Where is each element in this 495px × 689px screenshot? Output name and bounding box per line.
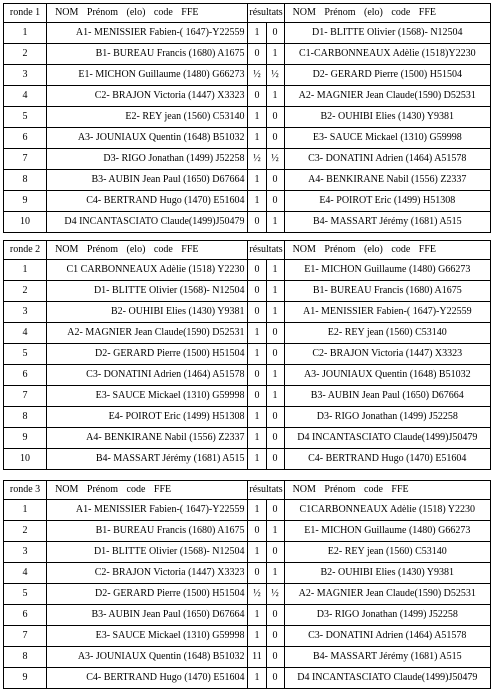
result-black: 1 <box>266 281 284 302</box>
board-number: 7 <box>4 626 47 647</box>
player-black: A2- MAGNIER Jean Claude(1590) D52531 <box>284 584 490 605</box>
player-white: E4- POIROT Eric (1499) H51308 <box>47 407 248 428</box>
table-row <box>4 23 491 44</box>
header-row <box>4 481 491 500</box>
player-white: A1- MENISSIER Fabien-( 1647)-Y22559 <box>47 23 248 44</box>
board-number: 3 <box>4 542 47 563</box>
player-black: D4 INCANTASCIATO Claude(1499)J50479 <box>284 428 490 449</box>
player-white: B2- OUHIBI Elies (1430) Y9381 <box>47 302 248 323</box>
result-white: 1 <box>248 626 266 647</box>
result-black: 0 <box>266 344 284 365</box>
table-row <box>4 107 491 128</box>
table-row <box>4 428 491 449</box>
board-number: 8 <box>4 407 47 428</box>
result-white: 1 <box>248 449 266 470</box>
table-row <box>4 302 491 323</box>
result-white: 1 <box>248 605 266 626</box>
result-black: 0 <box>266 542 284 563</box>
player-white: A1- MENISSIER Fabien-( 1647)-Y22559 <box>47 500 248 521</box>
player-black: A4- BENKIRANE Nabil (1556) Z2337 <box>284 170 490 191</box>
table-row <box>4 407 491 428</box>
player-black: D4 INCANTASCIATO Claude(1499)J50479 <box>284 668 490 689</box>
player-white: A3- JOUNIAUX Quentin (1648) B51032 <box>47 647 248 668</box>
player-white: D2- GERARD Pierre (1500) H51504 <box>47 584 248 605</box>
board-number: 9 <box>4 191 47 212</box>
round-label: ronde 1 <box>4 4 47 23</box>
player-black: D3- RIGO Jonathan (1499) J52258 <box>284 407 490 428</box>
result-black: 0 <box>266 626 284 647</box>
result-black: 0 <box>266 323 284 344</box>
result-white: 1 <box>248 344 266 365</box>
result-black: 1 <box>266 44 284 65</box>
result-black: 0 <box>266 23 284 44</box>
board-number: 5 <box>4 584 47 605</box>
board-number: 10 <box>4 212 47 233</box>
player-white: B3- AUBIN Jean Paul (1650) D67664 <box>47 605 248 626</box>
player-white: B1- BUREAU Francis (1680) A1675 <box>47 44 248 65</box>
table-row <box>4 647 491 668</box>
table-row <box>4 449 491 470</box>
result-black: 1 <box>266 386 284 407</box>
header-player-right: NOM Prénom (elo) code FFE <box>284 4 490 23</box>
result-white: ½ <box>248 65 266 86</box>
header-player-left: NOM Prénom (elo) code FFE <box>47 4 248 23</box>
result-black: 0 <box>266 407 284 428</box>
table-row <box>4 281 491 302</box>
result-white: 1 <box>248 128 266 149</box>
board-number: 7 <box>4 149 47 170</box>
table-row <box>4 212 491 233</box>
player-black: C2- BRAJON Victoria (1447) X3323 <box>284 344 490 365</box>
header-player-right: NOM Prénom code FFE <box>284 481 490 500</box>
player-white: D1- BLITTE Olivier (1568)- N12504 <box>47 542 248 563</box>
result-black: 0 <box>266 128 284 149</box>
result-white: 1 <box>248 407 266 428</box>
header-results: résultats <box>248 241 284 260</box>
result-white: 1 <box>248 170 266 191</box>
player-black: E3- SAUCE Mickael (1310) G59998 <box>284 128 490 149</box>
result-black: 1 <box>266 521 284 542</box>
board-number: 10 <box>4 449 47 470</box>
round-label: ronde 3 <box>4 481 47 500</box>
table-row <box>4 365 491 386</box>
board-number: 1 <box>4 500 47 521</box>
board-number: 1 <box>4 260 47 281</box>
player-black: B4- MASSART Jérémy (1681) A515 <box>284 647 490 668</box>
board-number: 5 <box>4 344 47 365</box>
player-black: C3- DONATINI Adrien (1464) A51578 <box>284 626 490 647</box>
result-black: 1 <box>266 302 284 323</box>
table-row <box>4 542 491 563</box>
player-black: C4- BERTRAND Hugo (1470) E51604 <box>284 449 490 470</box>
board-number: 9 <box>4 668 47 689</box>
table-row <box>4 149 491 170</box>
round-3-table <box>3 480 491 689</box>
header-row <box>4 241 491 260</box>
player-white: B1- BUREAU Francis (1680) A1675 <box>47 521 248 542</box>
pairings-table <box>3 480 491 689</box>
header-results: résultats <box>248 4 284 23</box>
result-black: 0 <box>266 647 284 668</box>
board-number: 8 <box>4 170 47 191</box>
player-black: E4- POIROT Eric (1499) H51308 <box>284 191 490 212</box>
board-number: 3 <box>4 302 47 323</box>
result-black: ½ <box>266 149 284 170</box>
table-row <box>4 191 491 212</box>
result-white: 0 <box>248 44 266 65</box>
result-black: 0 <box>266 191 284 212</box>
board-number: 2 <box>4 281 47 302</box>
table-row <box>4 584 491 605</box>
result-white: 1 <box>248 107 266 128</box>
board-number: 6 <box>4 605 47 626</box>
player-white: D3- RIGO Jonathan (1499) J52258 <box>47 149 248 170</box>
result-black: ½ <box>266 65 284 86</box>
result-white: 0 <box>248 386 266 407</box>
player-black: D3- RIGO Jonathan (1499) J52258 <box>284 605 490 626</box>
pairings-table <box>3 240 491 470</box>
player-white: E3- SAUCE Mickael (1310) G59998 <box>47 626 248 647</box>
header-results: résultats <box>248 481 284 500</box>
player-black: E1- MICHON Guillaume (1480) G66273 <box>284 260 490 281</box>
table-row <box>4 626 491 647</box>
player-black: D1- BLITTE Olivier (1568)- N12504 <box>284 23 490 44</box>
result-black: 0 <box>266 668 284 689</box>
result-white: 1 <box>248 542 266 563</box>
result-black: 0 <box>266 170 284 191</box>
result-white: 1 <box>248 191 266 212</box>
result-white: 0 <box>248 281 266 302</box>
table-row <box>4 170 491 191</box>
table-row <box>4 128 491 149</box>
result-white: 0 <box>248 521 266 542</box>
result-white: 1 <box>248 500 266 521</box>
player-white: B4- MASSART Jérémy (1681) A515 <box>47 449 248 470</box>
table-row <box>4 521 491 542</box>
result-black: 1 <box>266 260 284 281</box>
result-black: 0 <box>266 500 284 521</box>
board-number: 3 <box>4 65 47 86</box>
table-row <box>4 668 491 689</box>
result-white: 0 <box>248 365 266 386</box>
player-black: D2- GERARD Pierre (1500) H51504 <box>284 65 490 86</box>
player-white: E3- SAUCE Mickael (1310) G59998 <box>47 386 248 407</box>
result-white: ½ <box>248 149 266 170</box>
player-black: A1- MENISSIER Fabien-( 1647)-Y22559 <box>284 302 490 323</box>
header-row <box>4 4 491 23</box>
player-white: C3- DONATINI Adrien (1464) A51578 <box>47 365 248 386</box>
player-white: E2- REY jean (1560) C53140 <box>47 107 248 128</box>
player-white: C4- BERTRAND Hugo (1470) E51604 <box>47 191 248 212</box>
board-number: 4 <box>4 86 47 107</box>
result-white: 1 <box>248 428 266 449</box>
result-white: 0 <box>248 260 266 281</box>
result-black: 0 <box>266 605 284 626</box>
board-number: 6 <box>4 365 47 386</box>
table-row <box>4 344 491 365</box>
board-number: 2 <box>4 521 47 542</box>
player-black: A3- JOUNIAUX Quentin (1648) B51032 <box>284 365 490 386</box>
table-row <box>4 500 491 521</box>
player-black: B3- AUBIN Jean Paul (1650) D67664 <box>284 386 490 407</box>
result-black: 1 <box>266 86 284 107</box>
player-white: A4- BENKIRANE Nabil (1556) Z2337 <box>47 428 248 449</box>
player-white: B3- AUBIN Jean Paul (1650) D67664 <box>47 170 248 191</box>
table-row <box>4 44 491 65</box>
board-number: 7 <box>4 386 47 407</box>
board-number: 9 <box>4 428 47 449</box>
player-white: C4- BERTRAND Hugo (1470) E51604 <box>47 668 248 689</box>
player-white: A2- MAGNIER Jean Claude(1590) D52531 <box>47 323 248 344</box>
player-black: E2- REY jean (1560) C53140 <box>284 323 490 344</box>
player-black: C1-CARBONNEAUX Adèlie (1518)Y2230 <box>284 44 490 65</box>
header-player-left: NOM Prénom code FFE <box>47 481 248 500</box>
result-black: 0 <box>266 428 284 449</box>
board-number: 4 <box>4 323 47 344</box>
table-row <box>4 386 491 407</box>
round-2-table <box>3 240 491 470</box>
board-number: 4 <box>4 563 47 584</box>
result-white: 0 <box>248 302 266 323</box>
table-row <box>4 65 491 86</box>
result-white: 1 <box>248 323 266 344</box>
header-player-right: NOM Prénom (elo) code FFE <box>284 241 490 260</box>
result-black: 1 <box>266 212 284 233</box>
result-white: 1 <box>248 668 266 689</box>
player-white: D1- BLITTE Olivier (1568)- N12504 <box>47 281 248 302</box>
result-black: 0 <box>266 107 284 128</box>
player-black: A2- MAGNIER Jean Claude(1590) D52531 <box>284 86 490 107</box>
player-white: E1- MICHON Guillaume (1480) G66273 <box>47 65 248 86</box>
result-white: 0 <box>248 86 266 107</box>
round-1-table <box>3 3 491 233</box>
player-white: C2- BRAJON Victoria (1447) X3323 <box>47 563 248 584</box>
table-row <box>4 605 491 626</box>
table-row <box>4 563 491 584</box>
player-black: E2- REY jean (1560) C53140 <box>284 542 490 563</box>
player-white: D2- GERARD Pierre (1500) H51504 <box>47 344 248 365</box>
result-white: 0 <box>248 563 266 584</box>
table-row <box>4 323 491 344</box>
board-number: 8 <box>4 647 47 668</box>
player-white: C1 CARBONNEAUX Adèlie (1518) Y2230 <box>47 260 248 281</box>
pairings-table <box>3 3 491 233</box>
header-player-left: NOM Prénom (elo) code FFE <box>47 241 248 260</box>
player-black: B2- OUHIBI Elies (1430) Y9381 <box>284 107 490 128</box>
result-white: 1 <box>248 23 266 44</box>
board-number: 2 <box>4 44 47 65</box>
result-white: 11 <box>248 647 266 668</box>
player-black: B4- MASSART Jérémy (1681) A515 <box>284 212 490 233</box>
result-black: 1 <box>266 563 284 584</box>
board-number: 6 <box>4 128 47 149</box>
player-black: C1CARBONNEAUX Adèlie (1518) Y2230 <box>284 500 490 521</box>
player-black: B2- OUHIBI Elies (1430) Y9381 <box>284 563 490 584</box>
result-black: 1 <box>266 365 284 386</box>
player-black: C3- DONATINI Adrien (1464) A51578 <box>284 149 490 170</box>
player-white: A3- JOUNIAUX Quentin (1648) B51032 <box>47 128 248 149</box>
board-number: 1 <box>4 23 47 44</box>
result-black: 0 <box>266 449 284 470</box>
result-white: ½ <box>248 584 266 605</box>
table-row <box>4 260 491 281</box>
player-black: B1- BUREAU Francis (1680) A1675 <box>284 281 490 302</box>
player-black: E1- MICHON Guillaume (1480) G66273 <box>284 521 490 542</box>
table-row <box>4 86 491 107</box>
round-label: ronde 2 <box>4 241 47 260</box>
board-number: 5 <box>4 107 47 128</box>
player-white: D4 INCANTASCIATO Claude(1499)J50479 <box>47 212 248 233</box>
result-black: ½ <box>266 584 284 605</box>
result-white: 0 <box>248 212 266 233</box>
player-white: C2- BRAJON Victoria (1447) X3323 <box>47 86 248 107</box>
